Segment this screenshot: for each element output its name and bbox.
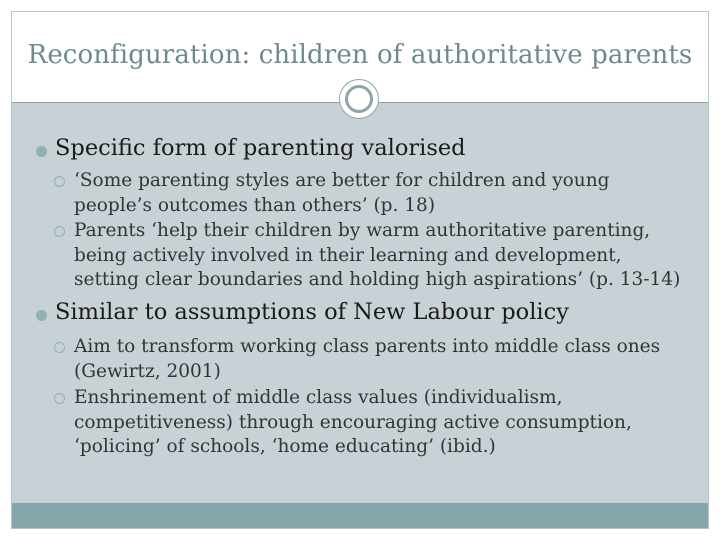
subpoint-line: ‘Some parenting styles are better for children and young (74, 170, 610, 191)
subpoint-ring-icon (54, 393, 65, 404)
bullet-1-text: Specific form of parenting valorised (55, 135, 466, 161)
subpoint-line: being actively involved in their learning and development, (74, 244, 622, 266)
subpoint-line: people’s outcomes than others’ (p. 18) (74, 194, 436, 216)
subpoint-line: competitiveness) through encouraging active consumption, (74, 411, 632, 433)
bullet-2-text: Similar to assumptions of New Labour policy (55, 299, 569, 325)
footer-bar (12, 503, 708, 528)
subpoint-line: Parents ‘help their children by warm authoritative parenting, (74, 220, 651, 241)
slide (11, 11, 709, 529)
subpoint-line: Enshrinement of middle class values (individualism, (74, 387, 563, 408)
subpoint-1-1 (74, 169, 609, 218)
subpoint-line: ‘policing’ of schools, ‘home educating’ (ibid.) (74, 436, 496, 457)
subpoint-ring-icon (54, 176, 65, 187)
bullet-2 (55, 299, 569, 325)
subpoint-2-2 (74, 386, 632, 460)
circle-ornament-icon (339, 79, 379, 119)
subpoint-line: setting clear boundaries and holding high aspirations’ (p. 13-14) (74, 269, 681, 290)
subpoint-line: (Gewirtz, 2001) (74, 360, 221, 382)
subpoint-ring-icon (54, 226, 65, 237)
bullet-dot-icon (36, 146, 47, 157)
bullet-dot-icon (36, 310, 47, 321)
subpoint-line: Aim to transform working class parents into middle class ones (74, 336, 661, 357)
bullet-1 (55, 135, 466, 161)
subpoint-2-1 (74, 335, 660, 384)
slide-title: Reconfiguration: children of authoritative parents (27, 40, 693, 70)
subpoint-ring-icon (54, 342, 65, 353)
subpoint-1-2 (74, 219, 680, 293)
